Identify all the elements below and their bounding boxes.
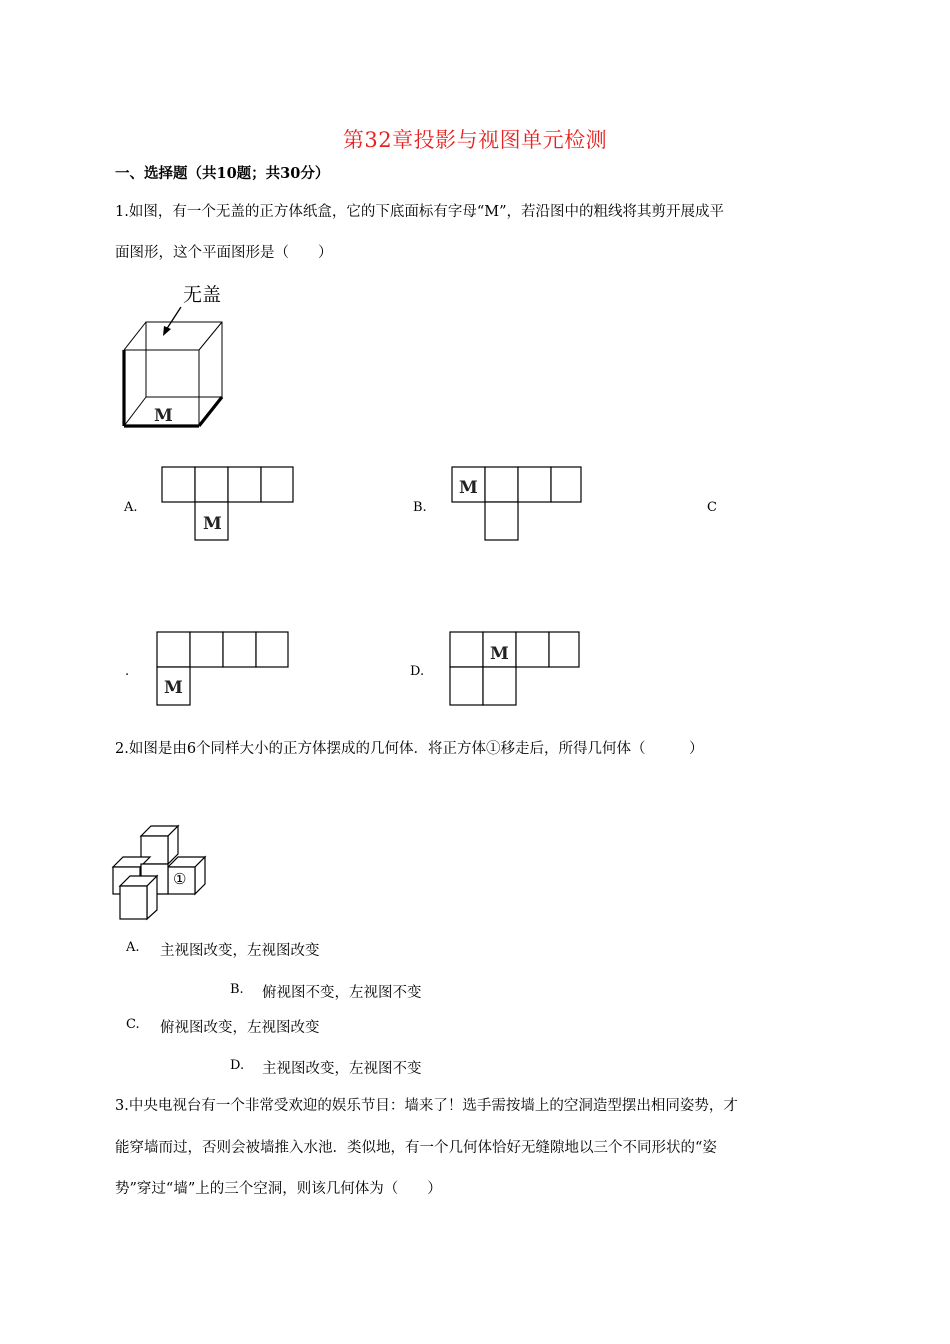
net-square	[450, 667, 483, 705]
q2-choice-b-text: 俯视图不变，左视图不变	[262, 985, 422, 1001]
net-square	[516, 632, 549, 667]
arrow-head	[163, 326, 171, 336]
net-square	[157, 632, 190, 667]
q2-choice-b-letter: B.	[230, 982, 244, 997]
net-square	[223, 632, 256, 667]
question-3-line-1: 3.中央电视台有一个非常受欢迎的娱乐节目：墙来了！选手需按墙上的空洞造型摆出相同姿势，才	[115, 1098, 738, 1114]
question-2-line-1: 2.如图是由6个同样大小的正方体摆成的几何体．将正方体①移走后，所得几何体（ ）	[115, 741, 704, 757]
net-square	[195, 467, 228, 502]
question-1-line-1: 1.如图，有一个无盖的正方体纸盒，它的下底面标有字母“M”，若沿图中的粗线将其剪开展成平	[115, 204, 725, 220]
cube-edge-top-right	[199, 322, 222, 350]
net-square	[256, 632, 288, 667]
option-b-net	[451, 466, 585, 544]
option-b-label: B.	[413, 500, 427, 515]
option-d-net	[449, 631, 583, 707]
cube-edge-top-left	[124, 322, 146, 350]
net-square	[551, 467, 581, 502]
net-square	[549, 632, 579, 667]
front-cube-front	[120, 886, 147, 919]
cube-edge-bottom-left	[124, 397, 146, 426]
option-d-label: D.	[410, 664, 425, 679]
q2-choice-a-letter: A.	[126, 940, 140, 955]
arrow-line	[166, 307, 181, 330]
question-3-line-3: 势”穿过“墙”上的三个空洞，则该几何体为（ ）	[115, 1181, 442, 1197]
option-a-net	[161, 466, 295, 542]
net-m-letter: M	[164, 678, 183, 698]
net-square	[485, 467, 518, 502]
question-1-line-2: 面图形，这个平面图形是（ ）	[115, 245, 333, 261]
section-heading: 一、选择题（共10题；共30分）	[115, 165, 330, 182]
net-square	[485, 502, 518, 540]
net-m-letter: M	[490, 644, 509, 664]
net-square	[483, 667, 516, 705]
net-m-letter: M	[459, 478, 478, 498]
net-square	[450, 632, 483, 667]
cube-no-lid-label: 无盖	[183, 284, 222, 306]
stacked-cubes-figure	[109, 822, 213, 922]
q2-choice-c-letter: C.	[126, 1017, 140, 1032]
option-c-label-continued: .	[125, 664, 130, 679]
net-square	[261, 467, 293, 502]
option-c-label: C	[707, 500, 717, 515]
q2-choice-c-text: 俯视图改变，左视图改变	[160, 1020, 320, 1036]
net-square	[190, 632, 223, 667]
q2-choice-a-text: 主视图改变，左视图改变	[160, 943, 320, 959]
net-m-letter: M	[203, 514, 222, 534]
open-box-figure	[118, 300, 238, 430]
option-a-label: A.	[124, 500, 138, 515]
cube-one-marker: ①	[173, 870, 187, 888]
cube-thick-right-bottom-edge	[199, 397, 222, 426]
cube-m-letter: M	[154, 406, 173, 426]
cube-back-face	[146, 322, 222, 397]
question-3-line-2: 能穿墙而过，否则会被墙推入水池．类似地，有一个几何体恰好无缝隙地以三个不同形状的“姿	[115, 1140, 717, 1156]
net-square	[162, 467, 195, 502]
q2-choice-d-text: 主视图改变，左视图不变	[262, 1061, 422, 1077]
net-square	[518, 467, 551, 502]
page-title: 第32章投影与视图单元检测	[342, 128, 608, 152]
option-c-net	[156, 631, 290, 707]
net-square	[228, 467, 261, 502]
q2-choice-d-letter: D.	[230, 1058, 245, 1073]
